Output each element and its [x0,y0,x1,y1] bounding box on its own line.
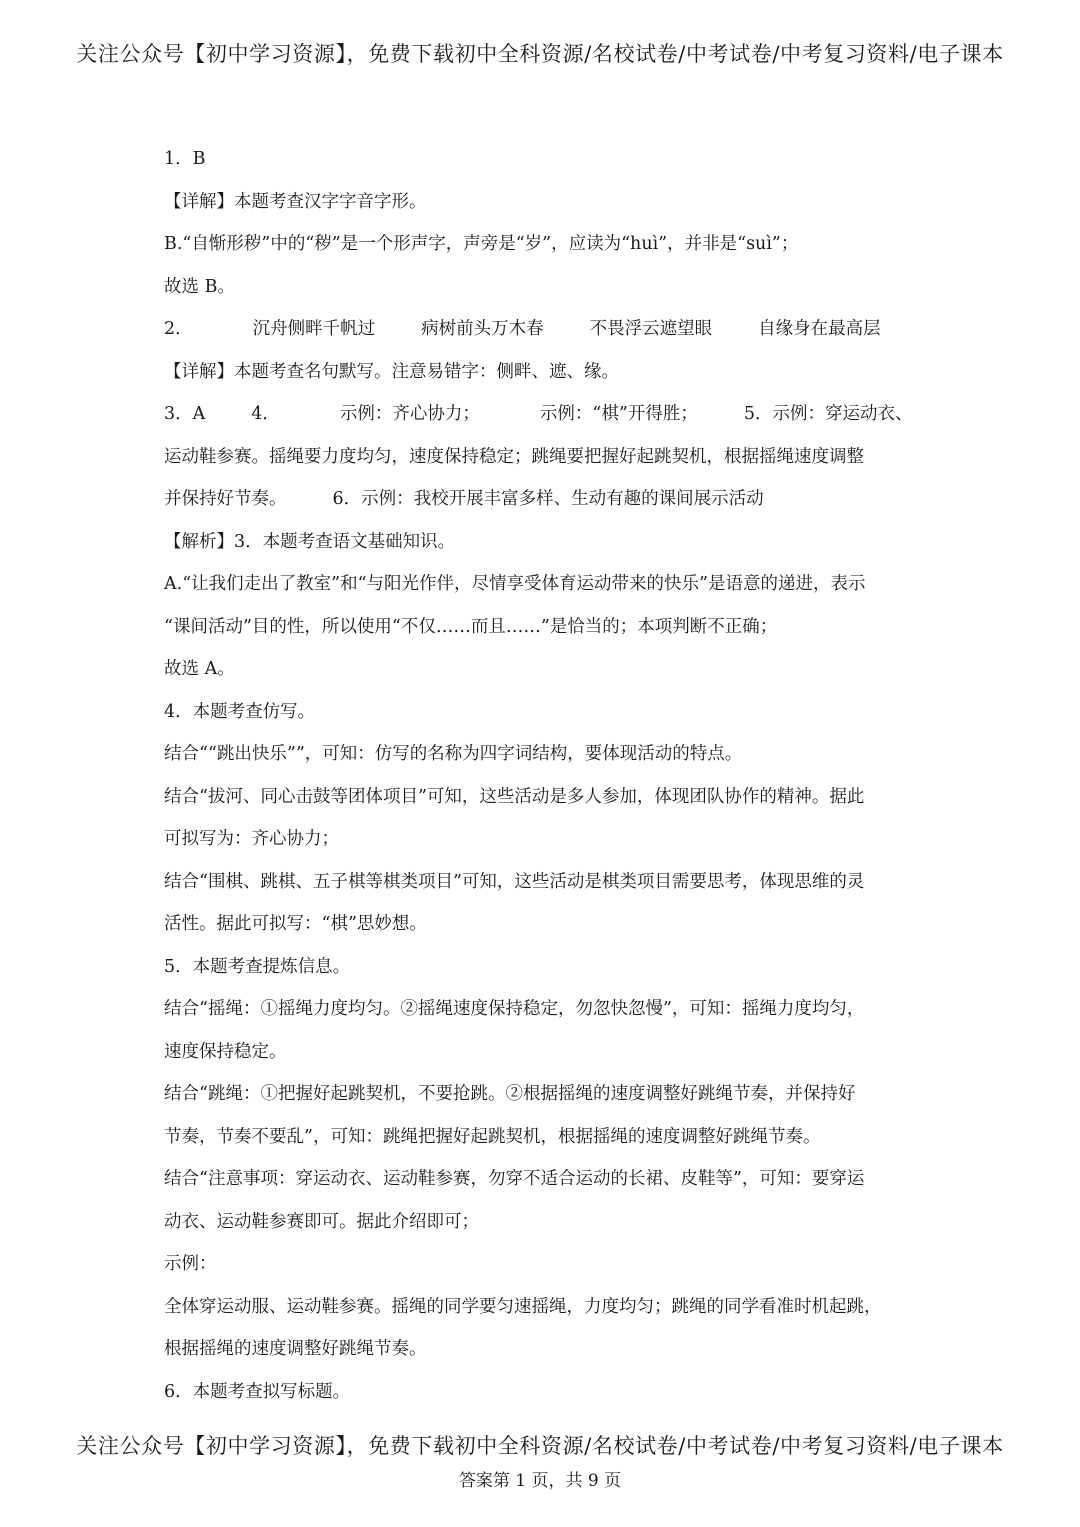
q4-answer-b: 示例：“棋”开得胜； [539,404,698,424]
q3-answer: 3．A [164,404,206,424]
analysis-line: 【解析】3．本题考查语文基础知识。 [164,531,456,552]
analysis-line: 结合“注意事项：穿运动衣、运动鞋参赛，勿穿不适合运动的长裙、皮鞋等”，可知：要穿运 [164,1169,865,1189]
q2-answer-3: 不畏浮云遮望眼 [589,319,713,339]
q6-answer: 6．示例：我校开展丰富多样、生动有趣的课间展示活动 [332,489,764,509]
q1-detail: 【详解】本题考查汉字字音字形。 [164,191,427,212]
analysis-line: “课间活动”目的性，所以使用“不仅……而且……”是恰当的；本项判断不正确； [164,616,778,637]
analysis-line: 动衣、运动鞋参赛即可。据此介绍即可； [164,1211,479,1232]
q5-6-answers-line3 [164,478,924,521]
analysis-line: 活性。据此可拟写：“棋”思妙想。 [164,914,427,934]
analysis-line: 结合““跳出快乐””，可知：仿写的名称为四字词结构，要体现活动的特点。 [164,744,743,764]
q1-answer: 1．B [164,149,206,169]
page-number: 答案第 1 页，共 9 页 [458,1471,622,1491]
q2-detail: 【详解】本题考查名句默写。注意易错字：侧畔、遮、缘。 [164,361,619,382]
footer-banner: 关注公众号【初中学习资源】，免费下载初中全科资源/名校试卷/中考试卷/中考复习资料/电子课本 [76,1434,1004,1458]
q5-answer-cont: 运动鞋参赛。摇绳要力度均匀，速度保持稳定；跳绳要把握好起跳契机，根据摇绳速度调整 [164,446,864,467]
q5-answer-start: 5．示例：穿运动衣、 [743,404,913,424]
analysis-line: 速度保持稳定。 [164,1041,287,1062]
q1-conclusion: 故选 B。 [164,276,235,297]
q5-answer-end: 并保持好节奏。 [164,489,287,509]
analysis-section [164,521,924,1414]
q1-analysis: B.“自惭形秽”中的“秽”是一个形声字，声旁是“岁”，应读为“huì”，并非是“suì”； [164,234,799,254]
analysis-line: 6．本题考查拟写标题。 [164,1381,351,1402]
analysis-line: 结合“拔河、同心击鼓等团体项目”可知，这些活动是多人参加，体现团队协作的精神。据此 [164,786,865,807]
q3-6-answers-line1 [164,393,924,436]
q4-number: 4． [251,404,280,424]
analysis-line: 示例： [164,1254,217,1274]
analysis-line: 全体穿运动服、运动鞋参赛。摇绳的同学要匀速摇绳，力度均匀；跳绳的同学看准时机起跳， [164,1296,882,1317]
header-banner: 关注公众号【初中学习资源】，免费下载初中全科资源/名校试卷/中考试卷/中考复习资料/电子课本 [76,42,1004,66]
analysis-line: 结合“围棋、跳棋、五子棋等棋类项目”可知，这些活动是棋类项目需要思考，体现思维的灵 [164,871,865,892]
analysis-line: 结合“跳绳：①把握好起跳契机，不要抢跳。②根据摇绳的速度调整好跳绳节奏，并保持好 [164,1084,856,1104]
analysis-line: 可拟写为：齐心协力； [164,829,339,849]
q2-answer-1: 沉舟侧畔千帆过 [252,319,376,339]
q2-answer-4: 自缘身在最高层 [758,319,881,339]
analysis-line: 4．本题考查仿写。 [164,701,316,722]
q2-answer-2: 病树前头万木春 [421,319,544,339]
q2-number: 2． [164,319,193,339]
q4-answer-a: 示例：齐心协力； [339,404,480,424]
analysis-line: 节奏，节奏不要乱”，可知：跳绳把握好起跳契机，根据摇绳的速度调整好跳绳节奏。 [164,1126,821,1147]
q2-answers [164,308,924,351]
analysis-line: 根据摇绳的速度调整好跳绳节奏。 [164,1339,427,1359]
analysis-line: A.“让我们走出了教室”和“与阳光作伴，尽情享受体育运动带来的快乐”是语意的递进，表示 [164,574,866,594]
answer-content [164,138,924,1413]
analysis-line: 结合“摇绳：①摇绳力度均匀。②摇绳速度保持稳定，勿忽快忽慢”，可知：摇绳力度均匀， [164,999,865,1019]
analysis-line: 5．本题考查提炼信息。 [164,956,351,977]
analysis-line: 故选 A。 [164,659,235,679]
